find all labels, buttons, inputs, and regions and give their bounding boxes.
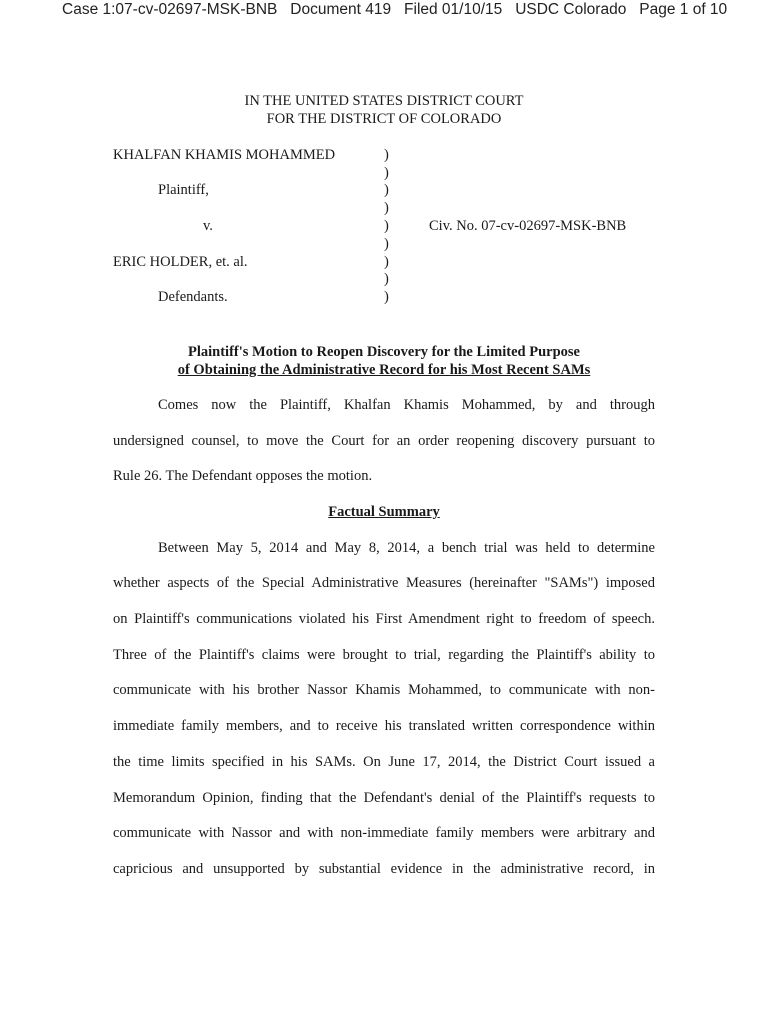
body-line: whether aspects of the Special Administrative Measures (hereinafter "SAMs") imposed <box>113 575 655 591</box>
civil-number: Civ. No. 07-cv-02697-MSK-BNB <box>429 218 627 234</box>
motion-title-line2: of Obtaining the Administrative Record for his Most Recent SAMs <box>177 362 591 378</box>
plaintiff-name: KHALFAN KHAMIS MOHAMMED <box>113 147 336 163</box>
filing-header <box>62 1 727 19</box>
intro-line: undersigned counsel, to move the Court for an order reopening discovery pursuant to <box>113 433 655 449</box>
body-line: the time limits specified in his SAMs. On June 17, 2014, the District Court issued a <box>113 754 655 770</box>
court-title-line2: FOR THE DISTRICT OF COLORADO <box>266 111 502 127</box>
body-line: immediate family members, and to receive his translated written correspondence within <box>113 718 655 734</box>
caption-paren: ) <box>384 218 389 234</box>
caption-paren: ) <box>384 236 389 252</box>
intro-line: Comes now the Plaintiff, Khalfan Khamis Mohammed, by and through <box>158 397 655 413</box>
body-line: communicate with his brother Nassor Khamis Mohammed, to communicate with non- <box>113 682 655 698</box>
versus: v. <box>203 218 213 234</box>
body-line: Three of the Plaintiff's claims were brought to trial, regarding the Plaintiff's ability to <box>113 647 655 663</box>
defendant-role: Defendants. <box>158 289 228 305</box>
caption-paren: ) <box>384 289 389 305</box>
body-line: Between May 5, 2014 and May 8, 2014, a bench trial was held to determine <box>158 540 655 556</box>
body-line: Memorandum Opinion, finding that the Defendant's denial of the Plaintiff's requests to <box>113 790 655 806</box>
caption-paren: ) <box>384 254 389 270</box>
caption-paren: ) <box>384 200 389 216</box>
court-title-line1: IN THE UNITED STATES DISTRICT COURT <box>244 93 524 109</box>
case-number: Case 1:07-cv-02697-MSK-BNB <box>62 1 278 18</box>
section-heading: Factual Summary <box>328 504 440 520</box>
caption-paren: ) <box>384 165 389 181</box>
plaintiff-role: Plaintiff, <box>158 182 209 198</box>
motion-title-line1: Plaintiff's Motion to Reopen Discovery for the Limited Purpose <box>188 344 580 360</box>
body-line: communicate with Nassor and with non-immediate family members were arbitrary and <box>113 825 655 841</box>
body-line: capricious and unsupported by substantial evidence in the administrative record, in <box>113 861 655 877</box>
page-indicator: Page 1 of 10 <box>639 1 728 18</box>
caption-paren: ) <box>384 147 389 163</box>
caption-paren: ) <box>384 182 389 198</box>
defendant-name: ERIC HOLDER, et. al. <box>113 254 248 270</box>
caption-paren: ) <box>384 271 389 287</box>
court-name: USDC Colorado <box>515 1 627 18</box>
intro-line: Rule 26. The Defendant opposes the motion. <box>113 468 373 484</box>
document-number: Document 419 <box>290 1 392 18</box>
filed-date: Filed 01/10/15 <box>404 1 503 18</box>
body-line: on Plaintiff's communications violated his First Amendment right to freedom of speech. <box>113 611 655 627</box>
